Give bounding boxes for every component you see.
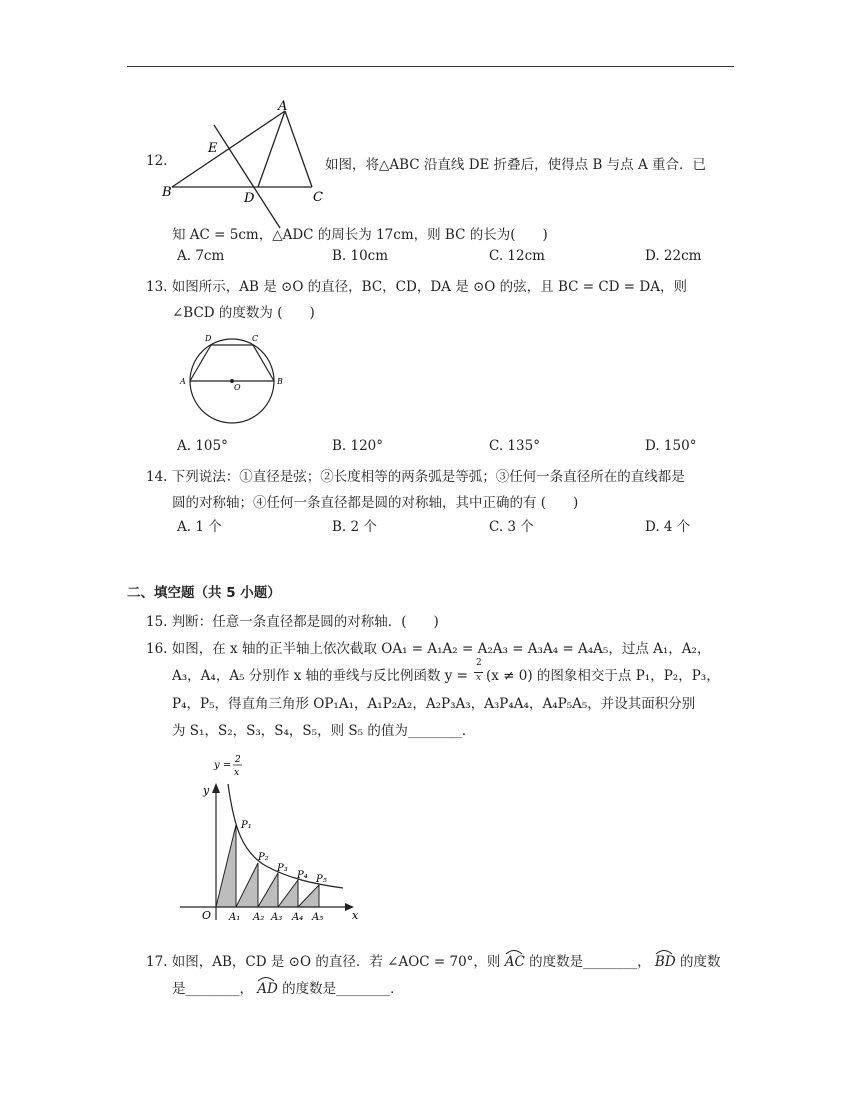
q16-frac-num: 2 <box>476 658 482 668</box>
q16-label-a5: A₅ <box>312 912 324 923</box>
q13-label-o: O <box>234 383 241 392</box>
q13-option-b: B. 120° <box>332 438 384 454</box>
q16-origin: O <box>202 909 212 922</box>
q16-text-line2a: A₃，A₄，A₅ 分别作 x 轴的垂线与反比例函数 y = <box>172 668 468 684</box>
q12-text-line2: 知 AC = 5cm，△ADC 的周长为 17cm，则 BC 的长为( ) <box>172 227 548 243</box>
q16-axis-y: y <box>203 784 210 797</box>
q12-text-line1: 如图，将△ABC 沿直线 DE 折叠后，使得点 B 与点 A 重合．已 <box>325 157 707 173</box>
q12-label-c: C <box>313 190 323 205</box>
q13-circle-figure <box>176 330 292 428</box>
q13-label-c: C <box>252 334 259 343</box>
q16-label-p3: P₃ <box>277 863 288 874</box>
q16-label-a2: A₂ <box>253 912 265 923</box>
q17-text-1a: 17. 如图，AB，CD 是 ⊙O 的直径．若 ∠AOC = 70°，则 <box>146 954 501 970</box>
q16-label-a3: A₃ <box>271 912 283 923</box>
q16-func-label: y = <box>214 760 232 771</box>
header-rule <box>127 66 734 67</box>
q17-arc-bd: BD <box>655 954 676 970</box>
q12-number: 12. <box>146 153 168 169</box>
q16-text-line2b: (x ≠ 0) 的图象相交于点 P₁，P₂，P₃， <box>486 668 720 684</box>
q12-label-b: B <box>162 185 172 200</box>
q12-label-a: A <box>278 99 288 114</box>
q14-option-a: A. 1 个 <box>177 519 222 535</box>
q13-label-d: D <box>205 334 212 343</box>
q13-text-line2: ∠BCD 的度数为 ( ) <box>172 305 315 321</box>
q14-text-line2: 圆的对称轴；④任何一条直径都是圆的对称轴，其中正确的有 ( ) <box>172 495 579 511</box>
q16-text-line1: 16. 如图，在 x 轴的正半轴上依次截取 OA₁ = A₁A₂ = A₂A₃ = A₃A₄ = A₄A₅，过点 A₁，A₂， <box>146 641 711 657</box>
q12-option-d: D. 22cm <box>645 248 702 264</box>
q15-text: 15. 判断：任意一条直径都是圆的对称轴．( ) <box>146 614 439 630</box>
q16-hyperbola-figure <box>178 752 368 928</box>
q12-label-d: D <box>244 191 255 206</box>
q13-option-d: D. 150° <box>645 438 697 454</box>
q17-text-1c: 的度数 <box>679 954 721 970</box>
q17-arc-ac: AC <box>505 954 525 970</box>
q16-label-p4: P₄ <box>297 870 308 881</box>
q12-option-b: B. 10cm <box>332 248 389 264</box>
q16-axis-x: x <box>352 909 359 922</box>
q17-text-2a: 是________， <box>172 981 253 997</box>
q14-option-b: B. 2 个 <box>332 519 377 535</box>
q12-label-e: E <box>208 141 218 156</box>
q16-label-p1: P₁ <box>241 820 252 831</box>
q17-text-line2 <box>172 977 404 997</box>
q13-label-b: B <box>277 377 283 386</box>
q13-label-a: A <box>180 377 186 386</box>
section-2-title: 二、填空题（共 5 小题） <box>127 585 281 601</box>
q13-text-line1: 13. 如图所示，AB 是 ⊙O 的直径，BC，CD，DA 是 ⊙O 的弦，且 BC = CD = DA，则 <box>146 279 687 295</box>
q17-text-line1 <box>146 950 720 970</box>
q14-text-line1: 14. 下列说法：①直径是弦；②长度相等的两条弧是等弧；③任何一条直径所在的直线都是 <box>146 469 685 485</box>
q13-option-a: A. 105° <box>177 438 228 454</box>
q16-label-p5: P₅ <box>316 874 327 885</box>
q16-frac-den: x <box>476 673 482 683</box>
q17-arc-ad: AD <box>257 981 278 997</box>
q16-label-a4: A₄ <box>292 912 304 923</box>
q16-label-p2: P₂ <box>258 852 269 863</box>
q12-triangle-figure <box>160 96 330 208</box>
q14-option-d: D. 4 个 <box>645 519 691 535</box>
q16-label-a1: A₁ <box>229 912 241 923</box>
q17-text-2b: 的度数是________． <box>282 981 404 997</box>
q17-text-1b: 的度数是________， <box>529 954 651 970</box>
q16-func-den: x <box>234 768 240 778</box>
q14-option-c: C. 3 个 <box>489 519 534 535</box>
q16-text-line4: 为 S₁，S₂，S₃，S₄，S₅，则 S₅ 的值为________． <box>172 723 476 739</box>
q12-option-c: C. 12cm <box>489 248 545 264</box>
q16-text-line3: P₄，P₅，得直角三角形 OP₁A₁，A₁P₂A₂，A₂P₃A₃，A₃P₄A₄，A₄P₅A₅，并设其面积分别 <box>172 696 696 712</box>
q12-option-a: A. 7cm <box>177 248 225 264</box>
q13-option-c: C. 135° <box>489 438 540 454</box>
q16-func-num: 2 <box>235 755 241 765</box>
